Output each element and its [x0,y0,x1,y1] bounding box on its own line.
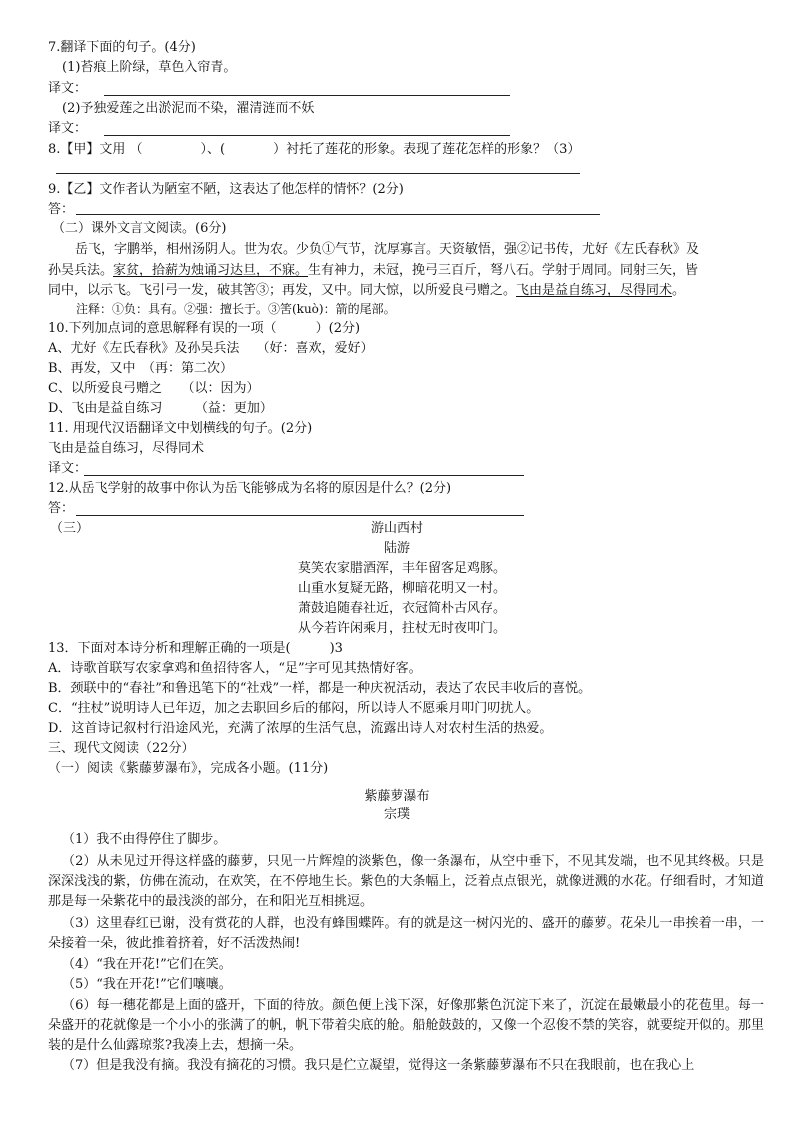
poem-line-3: 萧鼓追随春社近，衣冠简朴古风存。 [298,601,507,616]
q9-answer-line[interactable] [76,214,600,215]
essay-paragraph-5: （5）“我在开花!”它们嚷嚷。 [62,977,232,992]
passage-line-2-a: 孙吴兵法。 [48,263,114,278]
passage-line-3 [48,282,764,300]
essay-author: 宗璞 [383,807,410,822]
q13-option-a[interactable]: A．诗歌首联写农家拿鸡和鱼招待客人，“足”字可见其热情好客。 [48,661,422,676]
q8-suffix: ）衬托了莲花的形象。表现了莲花怎样的形象？（3） [273,142,581,157]
passage-line-3-b: 。 [672,283,686,298]
essay-title: 紫藤萝瀑布 [364,789,430,804]
essay-paragraph-7: （7）但是我没有摘。我没有摘花的习惯。我只是伫立凝望，觉得这一条紫藤萝瀑布不只在我眼前，也在我心上 [62,1058,695,1073]
q10-option-a[interactable]: A、尤好《左氏春秋》及孙吴兵法 （好：喜欢，爱好） [48,341,374,356]
q8-mid: ）、( [200,142,226,157]
section-2-heading: （二）课外文言文阅读。(6分) [52,221,227,236]
essay-paragraph-1: （1）我不由得停住了脚步。 [62,832,227,847]
q8-prefix: 8.【甲】文用 （ [48,142,143,157]
poem-title: 游山西村 [370,521,423,536]
q13-option-c[interactable]: C．“拄杖”说明诗人已年迈，加之去职回乡后的郁闷，所以诗人不愿乘月叩门叨扰人。 [48,701,540,716]
poem-author: 陆游 [383,541,410,556]
q9-question: 9.【乙】文作者认为陋室不陋，这表达了他怎样的情怀？(2分) [48,182,404,197]
q7-answer-line-1[interactable] [104,95,510,96]
poem-line-1: 莫笑农家腊酒浑，丰年留客足鸡豚。 [298,561,507,576]
q8-answer-line[interactable] [56,173,580,174]
q13-option-b[interactable]: B．颈联中的“春社”和鲁迅笔下的“社戏”一样，都是一种庆祝活动，表达了农民丰收后的喜悦。 [48,681,592,696]
underlined-sentence-1: 家贫，拾薪为烛诵习达旦，不寐。 [113,263,309,278]
q7-title: 7.翻译下面的句子。(4分) [48,40,196,55]
q10-option-c[interactable]: C、以所爱良弓赠之 （以：因为） [48,381,260,396]
essay-paragraph-2: （2）从未见过开得这样盛的藤萝，只见一片辉煌的淡紫色，像一条瀑布，从空中垂下，不见其发端，也不见其终极。只是深深浅浅的紫，仿佛在流动，在欢笑，在不停地生长。紫色的大条幅上，泛着点点银光，就像迸溅的水花。仔细看时，才知道那是每一朵紫花中的最浅淡的部分，在和阳光互相挑逗。 [48,854,764,909]
q9-answer-label: 答： [48,202,75,217]
essay-paragraph-4: （4）“我在开花!”它们在笑。 [62,957,232,972]
q10-title: 10.下列加点词的意思解释有误的一项（ ）(2分) [48,321,361,336]
q7-translation-label-1: 译文： [48,81,88,96]
q7-sentence-1: (1)苔痕上阶绿，草色入帘青。 [62,60,237,75]
poem-line-2: 山重水复疑无路，柳暗花明又一村。 [298,581,507,596]
q7-sentence-2: (2)予独爱莲之出淤泥而不染，濯清涟而不妖 [62,101,315,116]
q11-translation-label: 译文： [48,461,88,476]
part-3-subheading: （一）阅读《紫藤萝瀑布》，完成各小题。(11分) [48,761,329,776]
q12-answer-label: 答： [48,501,75,516]
section-3-marker: （三） [50,521,90,536]
q8-question [48,141,764,159]
essay-paragraph-3: （3）这里春红已谢，没有赏花的人群，也没有蜂围蝶阵。有的就是这一树闪光的、盛开的藤萝。花朵儿一串挨着一串，一朵接着一朵，彼此推着挤着，好不活泼热闹! [48,916,764,951]
part-3-heading: 三、现代文阅读（22分） [48,741,195,756]
passage-line-2 [48,262,764,280]
q11-answer-line[interactable] [84,475,524,476]
q13-title: 13．下面对本诗分析和理解正确的一项是( )3 [48,641,343,656]
q13-option-d[interactable]: D．这首诗记叙村行沿途风光，充满了浓厚的生活气息，流露出诗人对农村生活的热爱。 [48,721,553,736]
q12-title: 12.从岳飞学射的故事中你认为岳飞能够成为名将的原因是什么？(2分) [48,481,452,496]
q7-translation-label-2: 译文： [48,121,88,136]
essay-paragraph-6: （6）每一穗花都是上面的盛开，下面的待放。颜色便上浅下深，好像那紫色沉淀下来了，沉淀在最嫩最小的花苞里。每一朵盛开的花就像是一个小小的张满了的帆，帆下带着尖底的舱。船舱鼓鼓的，又像一个忍俊不禁的笑容，就要绽开似的。那里装的是什么仙露琼浆?我凑上去，想摘一朵。 [48,998,764,1053]
underlined-sentence-2: 飞由是益自练习，尽得同术 [516,283,673,298]
q10-option-d[interactable]: D、飞由是益自练习 （益：更加） [48,401,273,416]
q11-clipped-sentence: 飞由是益自练习，尽得同术 [48,441,205,456]
passage-line-3-a: 同中，以示飞。飞引弓一发，破其筈③；再发，又中。同大惊，以所爱良弓赠之。 [48,283,517,298]
q10-option-b[interactable]: B、再发，又中 （再：第二次） [48,361,234,376]
passage-line-1: 岳飞，字鹏举，相州汤阴人。世为农。少负①气节，沈厚寡言。天资敏悟，强②记书传，尤好《左氏春秋》及 [75,242,700,257]
passage-notes: 注释：①负：具有。②强：擅长于。③筈(kuò)：箭的尾部。 [76,302,396,316]
poem-line-4: 从今若许闲乘月，拄杖无时夜叩门。 [298,621,507,636]
q11-title: 11. 用现代汉语翻译文中划横线的句子。(2分) [48,421,313,436]
q7-answer-line-2[interactable] [104,135,510,136]
q12-answer-line[interactable] [76,515,524,516]
passage-line-2-b: 生有神力，未冠，挽弓三百斤，弩八石。学射于周同。同射三矢，皆 [308,263,699,278]
